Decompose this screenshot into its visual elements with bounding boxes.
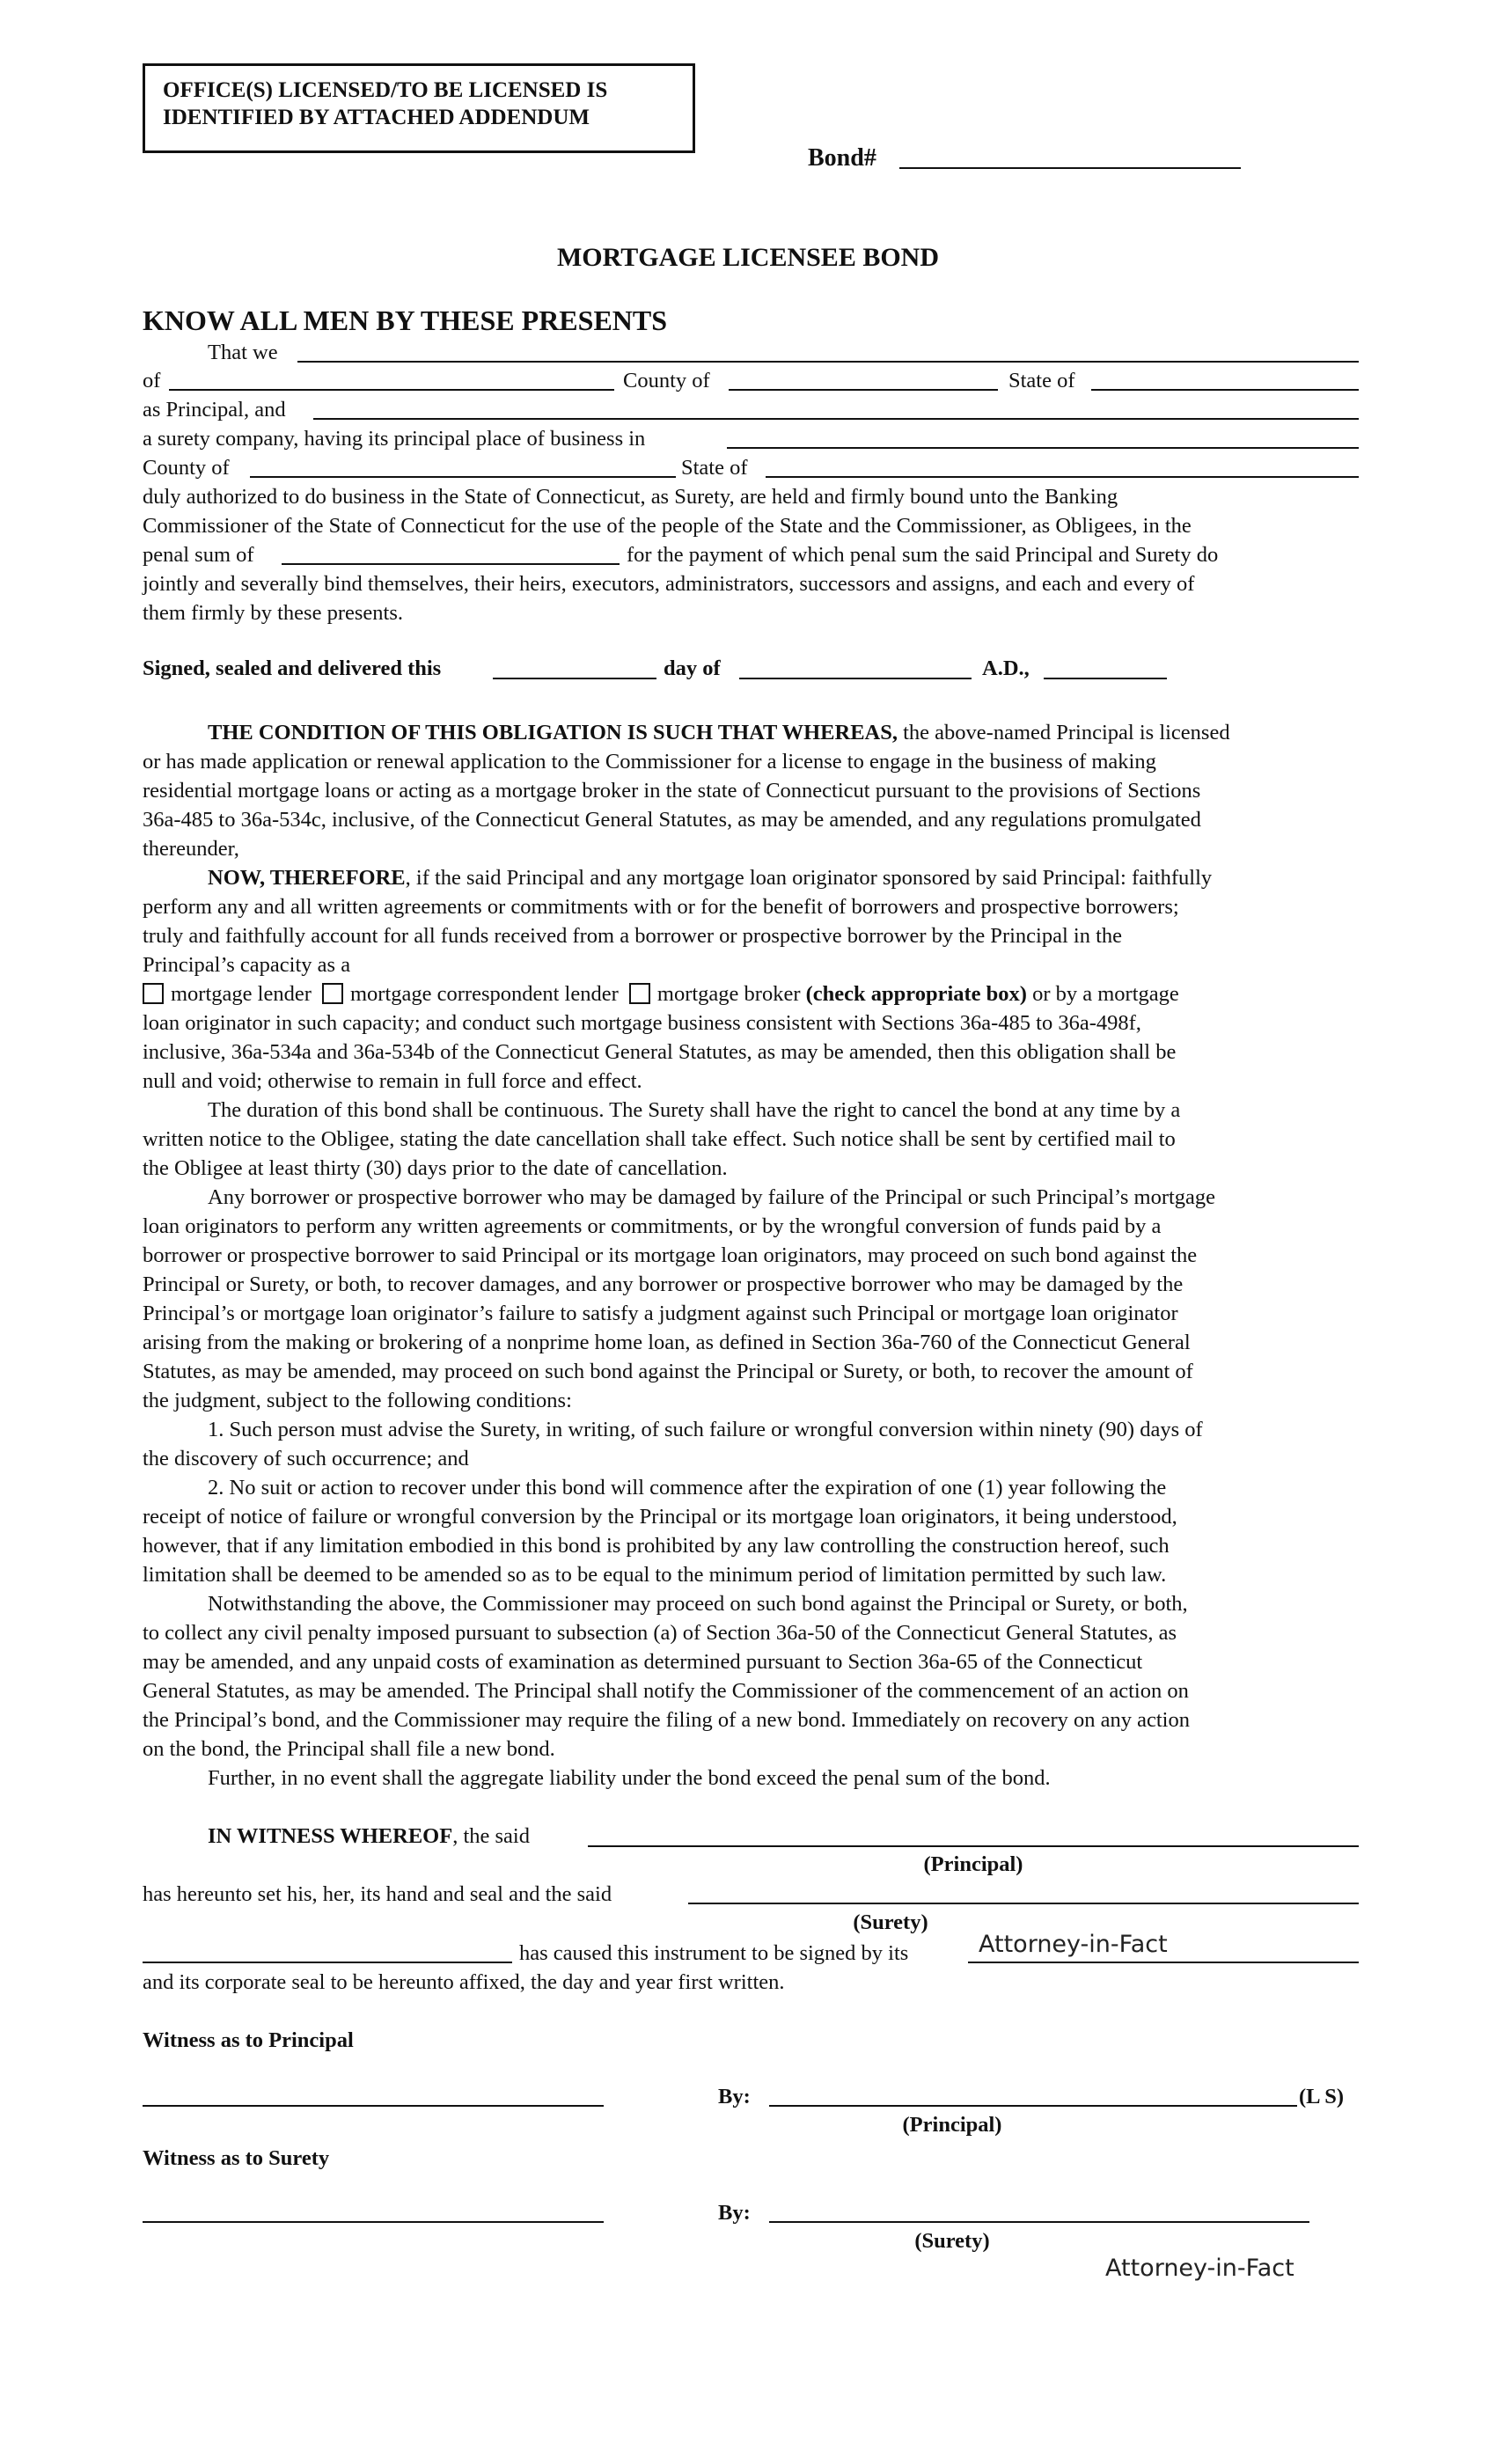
surety-name-field[interactable] (313, 418, 1359, 420)
day-of-label: day of (664, 656, 721, 680)
surety-county-field[interactable] (250, 476, 676, 478)
witness-as-to-surety-label: Witness as to Surety (143, 2146, 330, 2170)
by-label: By: (718, 2085, 751, 2108)
notwithstanding-line: General Statutes, as may be amended. The Principal shall notify the Commissioner of the commencement of an action on (143, 1679, 1189, 1703)
notwithstanding-line: on the bond, the Principal shall file a new bond. (143, 1737, 555, 1761)
condition-line: residential mortgage loans or acting as a mortgage broker in the state of Connecticut pursuant to the provisions of Sections (143, 779, 1201, 803)
capacity-options (143, 979, 1179, 1008)
surety-state-field[interactable] (766, 476, 1359, 478)
notwithstanding-line: the Principal’s bond, and the Commissioner may require the filing of a new bond. Immediately on recovery on any action (143, 1708, 1190, 1732)
now-therefore-line: perform any and all written agreements or commitments with or for the benefit of borrowers and prospective borrowers; (143, 895, 1179, 919)
now-therefore-line: loan originator in such capacity; and conduct such mortgage business consistent with Sections 36a-485 to 36a-498f, (143, 1011, 1141, 1035)
by-label: By: (718, 2201, 751, 2225)
mortgage-lender-label: mortgage lender (171, 982, 312, 1006)
principal-witness-signature-line[interactable] (143, 2105, 604, 2107)
borrower-line: arising from the making or brokering of a nonprime home loan, as defined in Section 36a-760 of the Connecticut General (143, 1331, 1191, 1354)
office-notice-line-1: OFFICE(S) LICENSED/TO BE LICENSED IS (163, 78, 608, 102)
capacity-options-rest: or by a mortgage (1032, 982, 1179, 1006)
signed-month-field[interactable] (739, 678, 972, 679)
further-line: Further, in no event shall the aggregate liability under the bond exceed the penal sum of the bond. (208, 1766, 1051, 1790)
witness-principal-name-field[interactable] (588, 1845, 1359, 1847)
surety-witness-signature-line[interactable] (143, 2221, 604, 2223)
notwithstanding-line: may be amended, and any unpaid costs of examination as determined pursuant to Section 36a-65 of the Connecticut (143, 1650, 1143, 1674)
borrower-line: borrower or prospective borrower to said Principal or its mortgage loan originators, may proceed on such bond against the (143, 1243, 1198, 1267)
mortgage-broker-label: mortgage broker (656, 982, 801, 1006)
preamble-line: duly authorized to do business in the State of Connecticut, as Surety, are held and firmly bound unto the Banking (143, 485, 1118, 509)
now-therefore-lead-line (208, 863, 1212, 892)
now-therefore-lead: NOW, THEREFORE (208, 866, 406, 890)
correspondent-lender-label: mortgage correspondent lender (350, 982, 619, 1006)
witness-as-to-principal-label: Witness as to Principal (143, 2028, 354, 2052)
office-notice-line-2: IDENTIFIED BY ATTACHED ADDENDUM (163, 106, 590, 129)
mortgage-broker-checkbox[interactable] (629, 983, 650, 1004)
notwithstanding-line: Notwithstanding the above, the Commissioner may proceed on such bond against the Principal or Surety, or both, (208, 1592, 1188, 1616)
now-therefore-line: inclusive, 36a-534a and 36a-534b of the Connecticut General Statutes, as may be amended, then this obligation shall be (143, 1040, 1177, 1064)
condition-line: thereunder, (143, 837, 239, 861)
penal-sum-field[interactable] (282, 563, 620, 565)
principal-state-field[interactable] (1091, 389, 1359, 391)
principal-city-field[interactable] (169, 389, 614, 391)
county-of-2-label: County of (143, 456, 230, 480)
penal-sum-label: penal sum of (143, 543, 254, 567)
condition-lead: THE CONDITION OF THIS OBLIGATION IS SUCH THAT WHEREAS, (208, 721, 898, 744)
duration-line: written notice to the Obligee, stating the date cancellation shall take effect. Such notice shall be sent by certified mail to (143, 1127, 1176, 1151)
signed-day-field[interactable] (493, 678, 656, 679)
condition-2-line: limitation shall be deemed to be amended so as to be equal to the minimum period of limitation permitted by such law. (143, 1563, 1167, 1587)
surety-signature-line[interactable] (769, 2221, 1309, 2223)
preamble-line: jointly and severally bind themselves, their heirs, executors, administrators, successors and assigns, and each and every of (143, 572, 1195, 596)
bond-number-label: Bond# (808, 144, 876, 172)
surety-business-place-field[interactable] (727, 447, 1359, 449)
preamble-line: Commissioner of the State of Connecticut for the use of the people of the State and the Commissioner, as Obligees, in the (143, 514, 1192, 538)
principal-signature-caption: (Principal) (902, 2113, 1002, 2137)
now-therefore-line: truly and faithfully account for all funds received from a borrower or prospective borrower by the Principal in the (143, 924, 1123, 948)
surety-company-label: a surety company, having its principal place of business in (143, 427, 646, 451)
condition-line: 36a-485 to 36a-534c, inclusive, of the Connecticut General Statutes, as may be amended, and any regulations promulgated (143, 808, 1201, 832)
corporate-seal-line: and its corporate seal to be hereunto affixed, the day and year first written. (143, 1970, 785, 1994)
condition-1-line: 1. Such person must advise the Surety, in writing, of such failure or wrongful conversion within ninety (90) days of (208, 1418, 1203, 1441)
attorney-in-fact-caption: Attorney-in-Fact (1105, 2255, 1294, 2282)
attorney-in-fact-filled-value[interactable]: Attorney-in-Fact (979, 1931, 1168, 1958)
bond-number-field (808, 144, 876, 172)
now-therefore-lead-rest: , if the said Principal and any mortgage loan originator sponsored by said Principal: faithfully (405, 866, 1213, 890)
condition-paragraph-lead (208, 718, 1230, 747)
duration-line: The duration of this bond shall be continuous. The Surety shall have the right to cancel the bond at any time by a (208, 1098, 1181, 1122)
signatory-title-field[interactable] (968, 1962, 1359, 1963)
signed-year-field[interactable] (1044, 678, 1167, 679)
bond-number-input[interactable] (899, 167, 1241, 169)
notwithstanding-line: to collect any civil penalty imposed pursuant to subsection (a) of Section 36a-50 of the Connecticut General Statutes, as (143, 1621, 1177, 1645)
principal-caption: (Principal) (923, 1852, 1023, 1876)
ls-label: (L S) (1299, 2085, 1345, 2108)
condition-line: or has made application or renewal application to the Commissioner for a license to engage in the business of making (143, 750, 1156, 774)
surety-signature-caption: (Surety) (914, 2229, 990, 2253)
borrower-line: Statutes, as may be amended, may proceed on such bond against the Principal or Surety, or both, to recover the amount of (143, 1360, 1193, 1383)
witness-whereof-rest: , the said (452, 1824, 530, 1848)
witness-surety-name-field[interactable] (688, 1903, 1359, 1904)
condition-lead-rest: the above-named Principal is licensed (903, 721, 1230, 744)
correspondent-lender-checkbox[interactable] (322, 983, 343, 1004)
ad-label: A.D., (982, 656, 1030, 680)
document-title: MORTGAGE LICENSEE BOND (556, 243, 940, 272)
principal-county-field[interactable] (729, 389, 998, 391)
now-therefore-line: null and void; otherwise to remain in full force and effect. (143, 1069, 642, 1093)
mortgage-lender-checkbox[interactable] (143, 983, 164, 1004)
witness-whereof-lead: IN WITNESS WHEREOF (208, 1824, 453, 1848)
signed-sealed-label: Signed, sealed and delivered this (143, 656, 442, 680)
condition-2-line: receipt of notice of failure or wrongful conversion by the Principal or its mortgage loan originators, it being understood, (143, 1505, 1177, 1529)
condition-2-line: 2. No suit or action to recover under this bond will commence after the expiration of one (1) year following the (208, 1476, 1167, 1500)
check-box-note: (check appropriate box) (805, 982, 1027, 1006)
witness-whereof-line (208, 1822, 530, 1851)
surety-signatory-field[interactable] (143, 1962, 512, 1963)
of-label: of (143, 369, 161, 392)
hereunto-line: has hereunto set his, her, its hand and seal and the said (143, 1882, 612, 1906)
borrower-line: Any borrower or prospective borrower who may be damaged by failure of the Principal or such Principal’s mortgage (208, 1185, 1216, 1209)
duration-line: the Obligee at least thirty (30) days prior to the date of cancellation. (143, 1156, 728, 1180)
that-we-label: That we (208, 341, 278, 364)
know-all-men-heading: KNOW ALL MEN BY THESE PRESENTS (143, 304, 668, 336)
office-addendum-notice (143, 63, 695, 153)
borrower-line: the judgment, subject to the following conditions: (143, 1389, 572, 1412)
principal-name-field[interactable] (297, 361, 1359, 363)
borrower-line: loan originators to perform any written agreements or commitments, or by the wrongful conversion of funds paid by a (143, 1214, 1162, 1238)
preamble-line: them firmly by these presents. (143, 601, 403, 625)
now-therefore-line: Principal’s capacity as a (143, 953, 351, 977)
condition-2-line: however, that if any limitation embodied in this bond is prohibited by any law controlling the construction hereof, such (143, 1534, 1170, 1558)
state-of-2-label: State of (681, 456, 748, 480)
borrower-line: Principal or Surety, or both, to recover damages, and any borrower or prospective borrower who may be damaged by the (143, 1272, 1184, 1296)
county-of-label: County of (623, 369, 710, 392)
state-of-label: State of (1008, 369, 1075, 392)
caused-line: has caused this instrument to be signed by its (519, 1941, 909, 1965)
condition-1-line: the discovery of such occurrence; and (143, 1447, 469, 1470)
borrower-line: Principal’s or mortgage loan originator’s failure to satisfy a judgment against such Principal or mortgage loan originator (143, 1302, 1178, 1325)
principal-signature-line[interactable] (769, 2105, 1297, 2107)
as-principal-label: as Principal, and (143, 398, 286, 422)
preamble-line: for the payment of which penal sum the said Principal and Surety do (627, 543, 1219, 567)
surety-caption: (Surety) (853, 1910, 928, 1934)
